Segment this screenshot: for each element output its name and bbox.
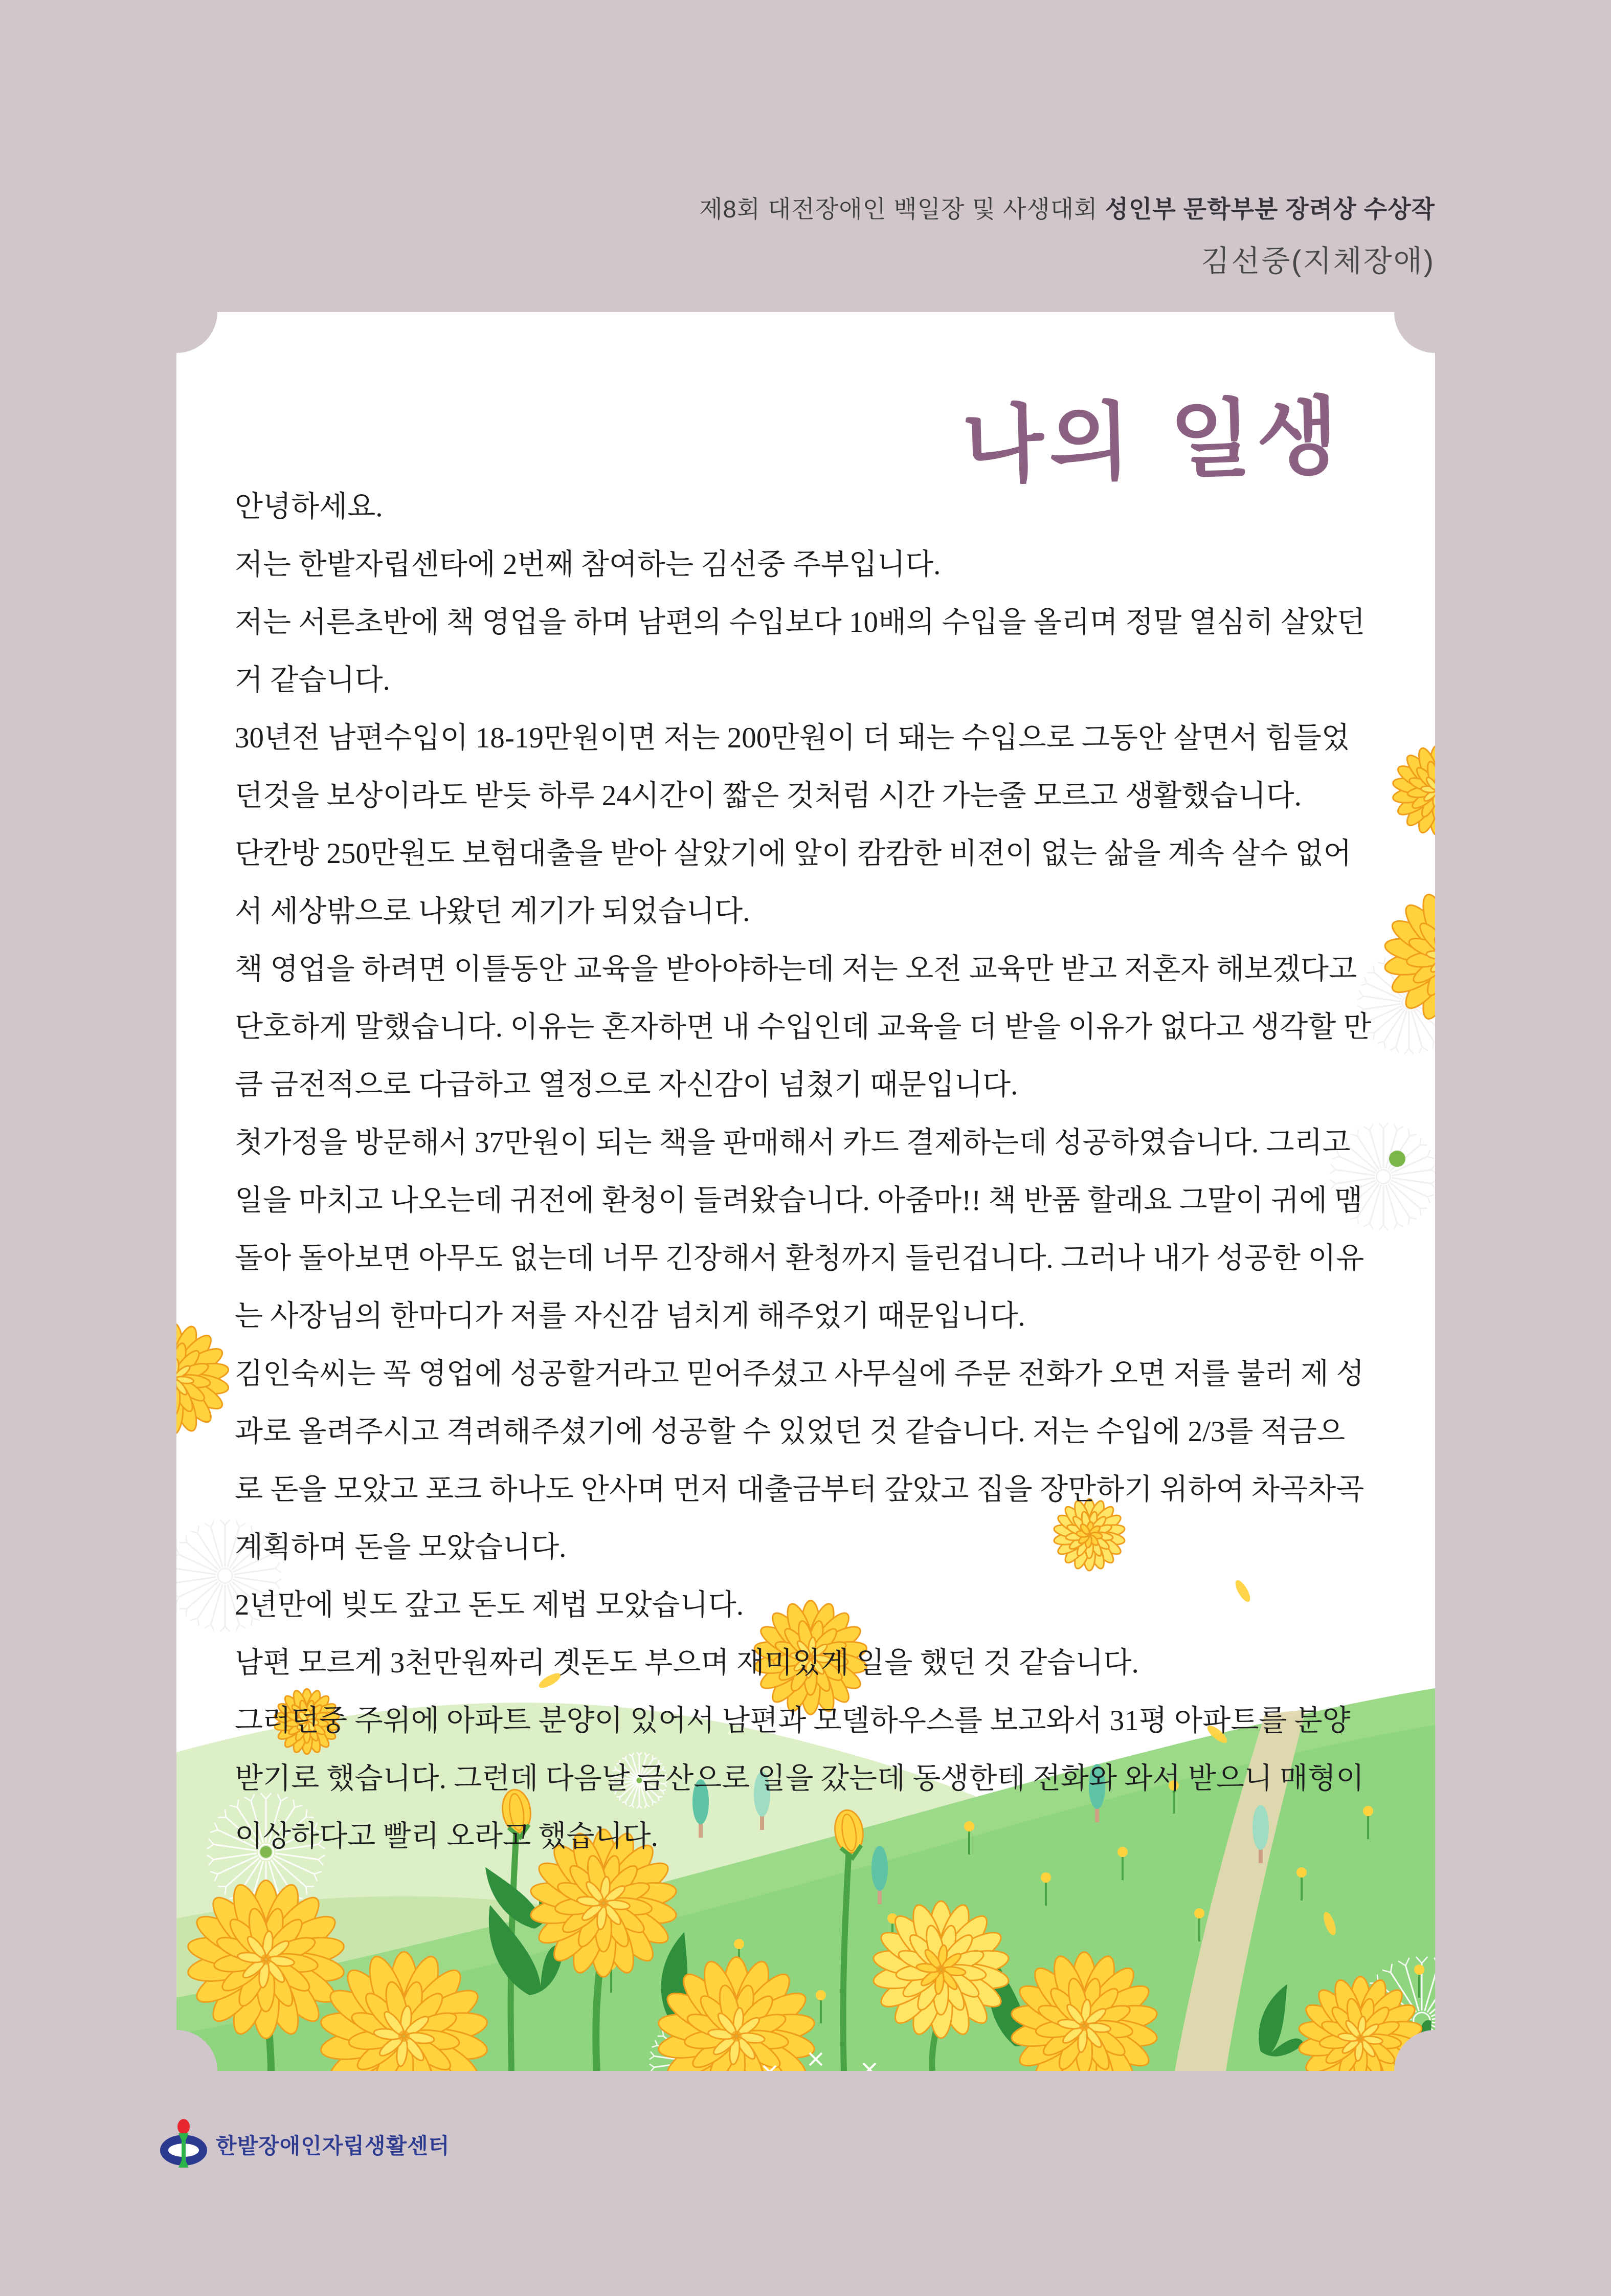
- essay-line: 거 같습니다.: [235, 664, 390, 696]
- essay-line: 2년만에 빚도 갚고 돈도 제법 모았습니다.: [235, 1589, 744, 1621]
- essay-line: 일을 마치고 나오는데 귀전에 환청이 들려왔습니다. 아줌마!! 책 반품 할래요 그말이 귀에 맴: [235, 1184, 1363, 1217]
- essay-line: 첫가정을 방문해서 37만원이 되는 책을 판매해서 카드 결제하는데 성공하였습니다. 그리고: [235, 1127, 1351, 1159]
- essay-line: 는 사장님의 한마디가 저를 자신감 넘치게 해주었기 때문입니다.: [235, 1300, 1025, 1332]
- essay-card: [176, 312, 1435, 2071]
- essay-line: 계획하며 돈을 모았습니다.: [235, 1531, 567, 1563]
- essay-line: 던것을 보상이라도 받듯 하루 24시간이 짧은 것처럼 시간 가는줄 모르고 생활했습니다.: [235, 780, 1302, 812]
- essay-line: 로 돈을 모았고 포크 하나도 안사며 먼저 대출금부터 갚았고 집을 장만하기 위하여 차곡차곡: [235, 1473, 1364, 1506]
- essay-line: 김인숙씨는 꼭 영업에 성공할거라고 믿어주셨고 사무실에 주문 전화가 오면 저를 불러 제 성: [235, 1358, 1364, 1390]
- header: [699, 190, 1435, 280]
- essay-line: 30년전 남편수입이 18-19만원이면 저는 200만원이 더 돼는 수입으로 그동안 살면서 힘들었: [235, 722, 1350, 754]
- center-logo-icon: [160, 2119, 209, 2170]
- essay-line: 돌아 돌아보면 아무도 없는데 너무 긴장해서 환청까지 들린겁니다. 그러나 내가 성공한 이유: [235, 1242, 1364, 1274]
- org-name: 한밭장애인자립생활센터: [216, 2134, 450, 2158]
- essay-line: 저는 서른초반에 책 영업을 하며 남편의 수입보다 10배의 수입을 올리며 정말 열심히 살았던: [235, 606, 1366, 638]
- dandelion-flower-icon: [176, 1323, 230, 1434]
- award-line-bold: 성인부 문학부분 장려상 수상작: [1105, 195, 1435, 223]
- essay-line: 그러던중 주위에 아파트 분양이 있어서 남편과 모델하우스를 보고와서 31평 아파트를 분양: [235, 1705, 1351, 1737]
- author-name: 김선중(지체장애): [1201, 245, 1435, 278]
- award-line-regular: 제8회 대전장애인 백일장 및 사생대회: [699, 195, 1105, 223]
- essay-body: [235, 478, 1372, 1865]
- essay-line: 큼 금전적으로 다급하고 열정으로 자신감이 넘쳤기 때문입니다.: [235, 1069, 1018, 1101]
- dandelion-flower-icon: [1392, 745, 1435, 835]
- dandelion-flower-icon: [1383, 891, 1435, 1023]
- essay-line: 서 세상밖으로 나왔던 계기가 되었습니다.: [235, 895, 750, 928]
- award-line: [699, 190, 1435, 225]
- essay-line: 남편 모르게 3천만원짜리 곗돈도 부으며 재미있게 일을 했던 것 같습니다.: [235, 1647, 1139, 1679]
- essay-line: 안녕하세요.: [235, 491, 383, 523]
- essay-line: 책 영업을 하려면 이틀동안 교육을 받아야하는데 저는 오전 교육만 받고 저혼자 해보겠다고: [235, 953, 1357, 985]
- essay-line: 이상하다고 빨리 오라고 했습니다.: [235, 1820, 658, 1852]
- essay-line: 단칸방 250만원도 보험대출을 받아 살았기에 앞이 캄캄한 비젼이 없는 삶을 계속 살수 없어: [235, 837, 1352, 870]
- center-logo: [160, 2119, 450, 2170]
- essay-line: 저는 한밭자립센타에 2번째 참여하는 김선중 주부입니다.: [235, 548, 941, 581]
- essay-title: 나의 일생: [960, 387, 1345, 495]
- essay-line: 과로 올려주시고 격려해주셨기에 성공할 수 있었던 것 같습니다. 저는 수입에 2/3를 적금으: [235, 1416, 1346, 1448]
- essay-line: 받기로 했습니다. 그런데 다음날 금산으로 일을 갔는데 동생한테 전화와 와서 받으니 매형이: [235, 1762, 1364, 1795]
- green-dot-icon: [1389, 1151, 1405, 1167]
- essay-line: 단호하게 말했습니다. 이유는 혼자하면 내 수입인데 교육을 더 받을 이유가 없다고 생각할 만: [235, 1011, 1372, 1043]
